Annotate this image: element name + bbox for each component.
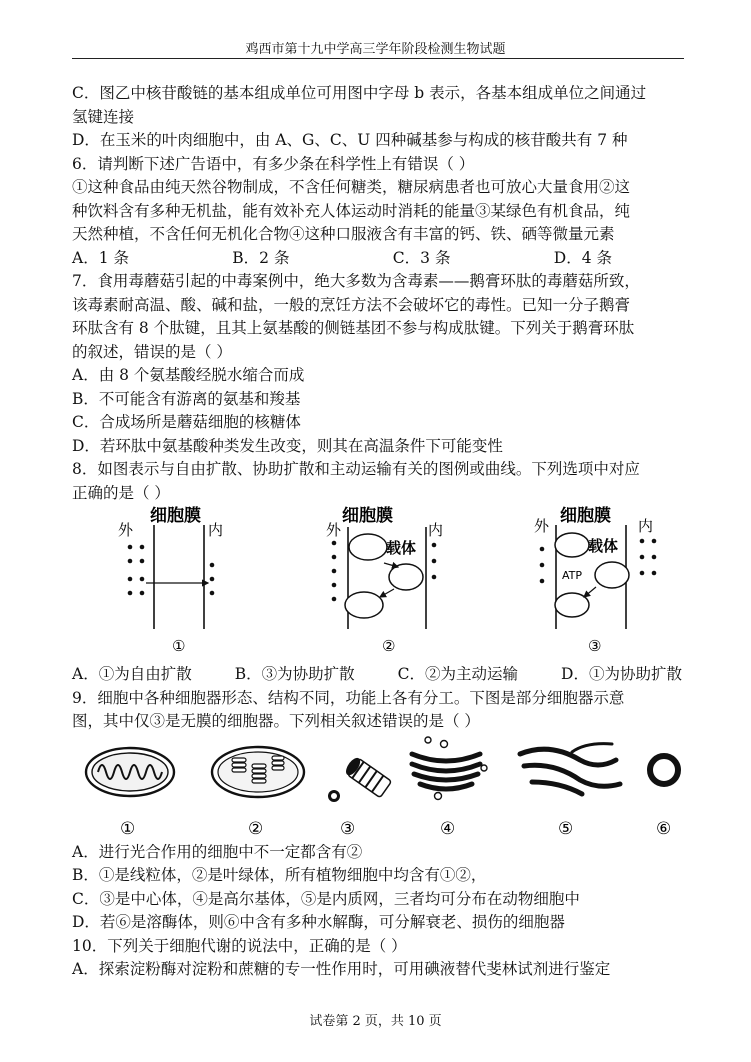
organelle-label-6: ⑥ (656, 818, 672, 839)
d3-atp-label: ATP (562, 569, 583, 582)
q9-option-a: A．进行光合作用的细胞中不一定都含有② (72, 842, 363, 861)
q8-transport-diagrams (72, 505, 690, 663)
q10-stem: 10．下列关于细胞代谢的说法中，正确的是（ ） (72, 936, 407, 955)
q6-text-line3: 天然种植，不含任何无机化合物④这种口服液含有丰富的钙、铁、硒等微量元素 (72, 225, 615, 243)
q7-option-c: C．合成场所是蘑菇细胞的核糖体 (72, 413, 301, 431)
q7-stem-line3: 环肽含有 8 个肽键，且其上氨基酸的侧链基团不参与构成肽键。下列关于鹅膏环肽 (72, 319, 635, 337)
d3-number-label: ③ (588, 637, 602, 655)
q6-text-line2: 种饮料含有多种无机盐，能有效补充人体运动时消耗的能量③某绿色有机食品，纯 (72, 201, 631, 220)
q9-stem-line1: 9．细胞中各种细胞器形态、结构不同，功能上各有分工。下图是部分细胞器示意 (72, 688, 625, 707)
q5-option-c-line2: 氢键连接 (72, 107, 135, 126)
d3-membrane-label: 细胞膜 (560, 506, 611, 526)
q8-option-c: C．②为主动运输 (397, 665, 519, 683)
organelle-label-2: ② (248, 818, 264, 839)
d2-inside-label: 内 (428, 521, 444, 539)
d1-outside-label: 外 (118, 521, 134, 539)
q7-stem-line2: 该毒素耐高温、酸、碱和盐，一般的烹饪方法不会破坏它的毒性。已知一分子鹅膏 (72, 295, 631, 314)
q7-option-d: D．若环肽中氨基酸种类发生改变，则其在高温条件下可能变性 (72, 436, 503, 455)
organelle-label-5: ⑤ (558, 818, 574, 839)
q8-stem-line1: 8．如图表示与自由扩散、协助扩散和主动运输有关的图例或曲线。下列选项中对应 (72, 460, 640, 478)
document-body (72, 82, 690, 982)
q7-stem-line4: 的叙述，错误的是（ ） (72, 342, 232, 361)
q8-option-b: B．③为协助扩散 (234, 665, 355, 683)
diagram-facilitated-diffusion (326, 505, 443, 655)
d2-membrane-label: 细胞膜 (342, 506, 393, 526)
q8-option-a: A．①为自由扩散 (72, 665, 192, 683)
organelle-label-1: ① (120, 818, 136, 839)
q8-option-d: D．①为协助扩散 (561, 665, 682, 683)
q9-organelle-diagrams (72, 734, 690, 841)
d3-outside-label: 外 (534, 517, 550, 535)
endoplasmic-reticulum-drawing (520, 743, 620, 838)
q5-option-d: D．在玉米的叶肉细胞中，由 A、G、C、U 四种碱基参与构成的核苷酸共有 7 种 (72, 131, 628, 149)
q6-option-a: A．1 条 (72, 248, 129, 267)
q7-option-a: A．由 8 个氨基酸经脱水缩合而成 (72, 366, 305, 384)
header-rule (72, 58, 684, 59)
mitochondrion-drawing (86, 748, 174, 839)
transport-diagrams-figure (72, 505, 690, 663)
organelle-label-4: ④ (440, 818, 456, 839)
d2-outside-label: 外 (326, 521, 342, 539)
d3-carrier-label: 载体 (588, 537, 619, 555)
q6-options (72, 247, 612, 271)
q5-option-c-line1: C．图乙中核苷酸链的基本组成单位可用图中字母 b 表示，各基本组成单位之间通过 (72, 84, 647, 102)
diagram-active-transport (534, 505, 656, 655)
d1-membrane-label: 细胞膜 (150, 506, 201, 526)
d2-carrier-label: 载体 (386, 539, 417, 557)
chloroplast-drawing (212, 747, 304, 839)
d1-inside-label: 内 (208, 521, 224, 539)
golgi-drawing (412, 737, 487, 839)
d1-number-label: ① (172, 637, 186, 655)
q8-stem-line2: 正确的是（ ） (72, 483, 170, 502)
q6-option-d: D．4 条 (553, 248, 612, 267)
q7-stem-line1: 7．食用毒蘑菇引起的中毒案例中，绝大多数为含毒素——鹅膏环肽的毒蘑菇所致， (72, 272, 640, 290)
q10-option-a: A．探索淀粉酶对淀粉和蔗糖的专一性作用时，可用碘液替代斐林试剂进行鉴定 (72, 960, 611, 978)
q7-option-b: B．不可能含有游离的氨基和羧基 (72, 389, 301, 408)
organelle-label-3: ③ (340, 818, 356, 839)
lysosome-drawing (650, 756, 678, 839)
q9-stem-line2: 图，其中仅③是无膜的细胞器。下列相关叙述错误的是（ ） (72, 712, 480, 730)
q9-option-b: B．①是线粒体，②是叶绿体，所有植物细胞中均含有①②， (72, 866, 487, 884)
centriole-drawing (328, 755, 392, 839)
q6-option-c: C．3 条 (392, 248, 451, 267)
d3-inside-label: 内 (638, 517, 654, 535)
page-footer: 试卷第 2 页，共 10 页 (309, 1014, 442, 1029)
q6-option-b: B．2 条 (232, 248, 290, 267)
page-header: 鸡西市第十九中学高三学年阶段检测生物试题 (245, 42, 506, 57)
q6-text-line1: ①这种食品由纯天然谷物制成，不含任何糖类，糖尿病患者也可放心大量食用②这 (72, 178, 631, 196)
q9-option-c: C．③是中心体，④是高尔基体，⑤是内质网，三者均可分布在动物细胞中 (72, 889, 580, 908)
d2-number-label: ② (382, 637, 396, 655)
diagram-free-diffusion (118, 505, 223, 655)
organelles-figure (72, 734, 690, 841)
q6-stem: 6．请判断下述广告语中，有多少条在科学性上有错误（ ） (72, 154, 475, 173)
q9-option-d: D．若⑥是溶酶体，则⑥中含有多种水解酶，可分解衰老、损伤的细胞器 (72, 913, 565, 931)
q8-options (72, 663, 682, 687)
